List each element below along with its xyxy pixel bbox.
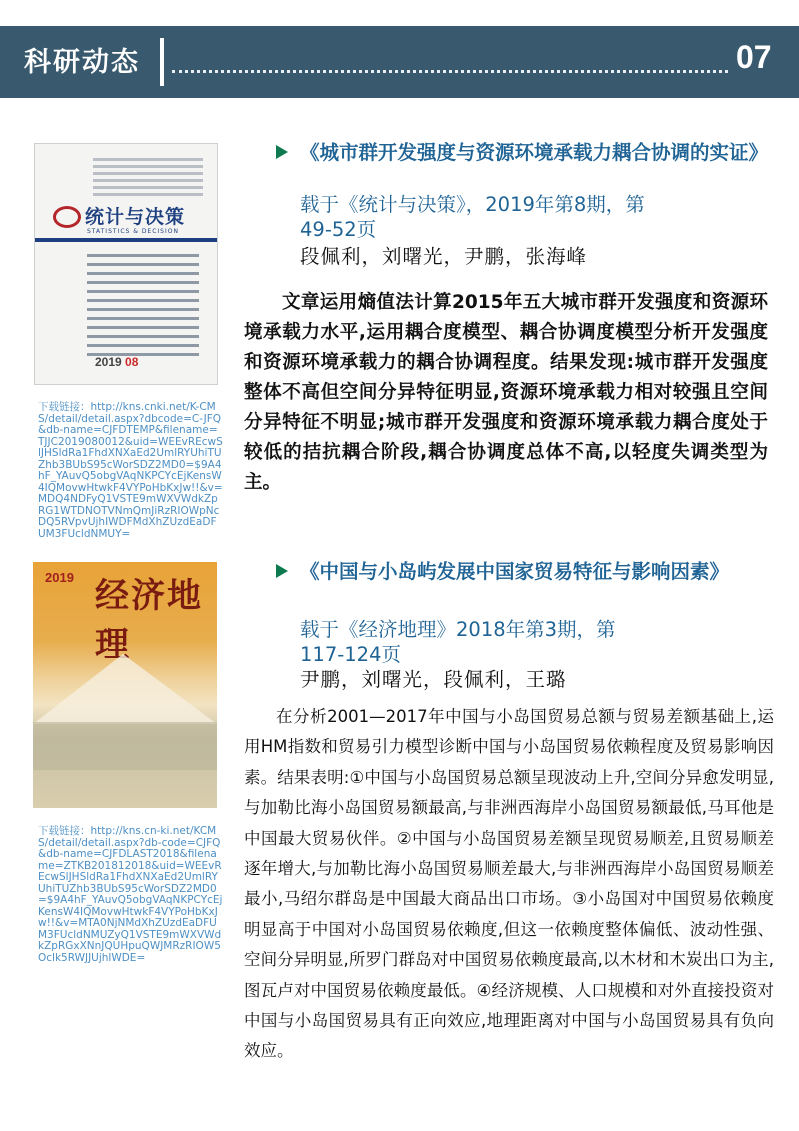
cover-mountain-illustration [33, 654, 217, 724]
journal-cover-statistics-decision [34, 143, 218, 385]
cover-year: 2019 [95, 355, 122, 369]
cover-water-illustration [33, 722, 217, 770]
journal-cover-economic-geography [33, 562, 217, 808]
cover-journal-name: 经济地理 [95, 576, 203, 665]
article-title [300, 559, 760, 584]
header-divider [160, 38, 164, 86]
cover-year: 2019 [45, 570, 74, 585]
download-link[interactable]: 下载链接：http://kns.cn-ki.net/KCMS/detail/detail.aspx?db-code=CJFQ&db-name=CJFDLAST2018&filename=ZTKB201812018&uid=WEEvREcwSlJHSldRa1FhdXNXaEd2UmlRYUhiTUZhb3BUbS95cWorSDZ2MD0=$9A4hF_YAuvQ5obgVAqNKPCYcEjKensW4IQMovwHtwkF4VYPoHbKxJw!!&v=MTA0NjNMdXhZUzdEaDFUM3FUcldNMUZyQ1VSTE9mWXVWdkZpRGxXNnJQUHpuQWJMRzRIOW5Oclk5RWJJUjhlWDE= [38, 825, 223, 964]
cover-band [35, 238, 217, 242]
section-title: 科研动态 [24, 47, 140, 78]
cover-header-lines [93, 158, 203, 200]
bullet-triangle-icon [276, 564, 288, 578]
page-header [0, 26, 799, 98]
article-source: 载于《统计与决策》，2019年第8期，第49-52页 [300, 193, 645, 241]
article-title-text: 《中国与小岛屿发展中国家贸易特征与影响因素》 [300, 560, 730, 583]
article-title [300, 140, 769, 165]
article-abstract: 在分析2001—2017年中国与小岛国贸易总额与贸易差额基础上,运用HM指数和贸易引力模型诊断中国与小岛国贸易依赖程度及贸易影响因素。结果表明:①中国与小岛国贸易总额呈现波动上升,空间分异愈发明显,与加勒比海小岛国贸易额最高,与非洲西海岸小岛国贸易额最低,马耳他是中国最大贸易伙伴。②中国与小岛国贸易差额呈现贸易顺差,且贸易顺差逐年增大,与加勒比海小岛国贸易顺差最大,与非洲西海岸小岛国贸易顺差最小,马绍尔群岛是中国最大商品出口市场。③小岛国对中国贸易依赖度明显高于中国对小岛国贸易依赖度,但这一依赖度整体偏低、波动性强、空间分异明显,所罗门群岛对中国贸易依赖度最高,以木材和木炭出口为主,图瓦卢对中国贸易依赖度最低。④经济规模、人口规模和对外直接投资对中国与小岛国贸易具有正向效应,地理距离对中国与小岛国贸易具有负向效应。 [244, 707, 774, 1061]
download-link[interactable]: 下载链接：http://kns.cnki.net/K-CMS/detail/detail.aspx?dbcode=C-JFQ&db-name=CJFDTEMP&filename=TJJC2019080012&uid=WEEvREcwSlJHSldRa1FhdXNXaEd2UmlRYUhiTUZhb3BUbS95cWorSDZ2MD0=$9A4hF_YAuvQ5obgVAqNKPCYcEjKensW4IQMovwHtwkF4VYPoHbKxJw!!&v=MDQ4NDFyQ1VSTE9mWXVWdkZpRG1WTDNOTVNmQmJiRzRIOWpNcDQ5RVpvUjhIWDFMdXhZUzdEaDFUM3FUcldNMUY= [38, 401, 223, 540]
cover-issue [95, 355, 138, 369]
page-number: 07 [736, 39, 772, 75]
article-abstract: 文章运用熵值法计算2015年五大城市群开发强度和资源环境承载力水平,运用耦合度模型、耦合协调度模型分析开发强度和资源环境承载力的耦合协调程度。结果发现:城市群开发强度整体不高但空间分异特征明显,资源环境承载力相对较强且空间分异特征不明显;城市群开发强度和资源环境承载力耦合度处于较低的拮抗耦合阶段,耦合协调度总体不高,以轻度失调类型为主。 [244, 292, 768, 493]
bullet-triangle-icon [276, 145, 288, 159]
cover-issue-number: 08 [125, 355, 139, 369]
cover-journal-name: 统计与决策 [85, 207, 186, 228]
cover-journal-subtitle: STATISTICS & DECISION [87, 228, 179, 235]
article-title-text: 《城市群开发强度与资源环境承载力耦合协调的实证》 [300, 141, 769, 164]
header-dotted-rule [172, 70, 728, 73]
article-authors: 段佩利，刘曙光，尹鹏，张海峰 [300, 245, 588, 268]
article-authors: 尹鹏，刘曙光，段佩利，王璐 [300, 668, 567, 691]
article-source: 载于《经济地理》2018年第3期，第117-124页 [300, 618, 616, 666]
cover-toc-lines [87, 254, 199, 362]
journal-logo-icon [53, 206, 81, 228]
